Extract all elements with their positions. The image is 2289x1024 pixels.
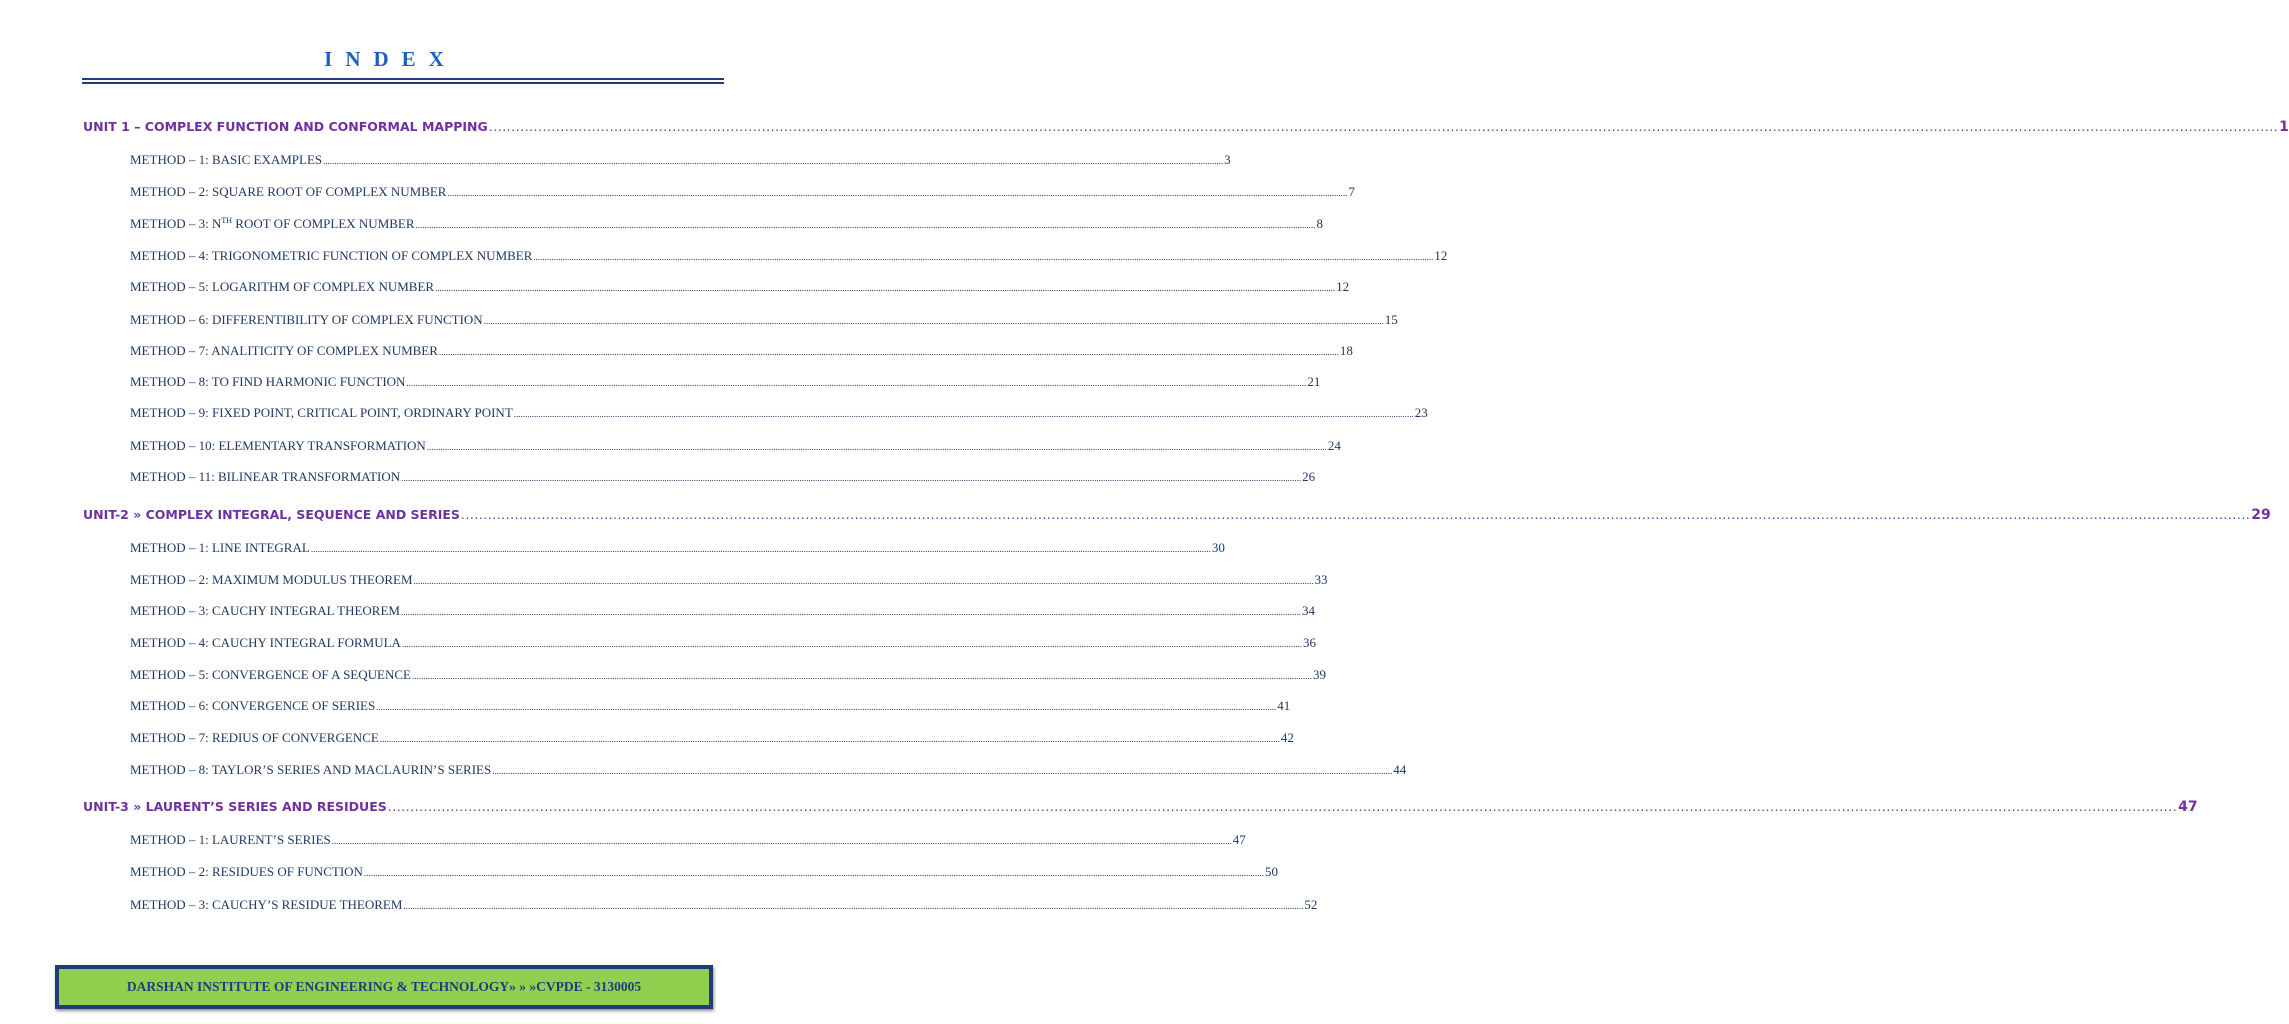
unit-title: UNIT 1 – COMPLEX FUNCTION AND CONFORMAL MAPPING	[83, 119, 488, 134]
toc-method[interactable]	[130, 635, 1316, 651]
page-number: 1	[2279, 119, 2289, 135]
toc-method[interactable]	[130, 216, 1324, 232]
page-number: 24	[1327, 438, 1341, 453]
method-title: METHOD – 1: LAURENT’S SERIES	[130, 832, 331, 847]
page-number: 50	[1264, 864, 1278, 879]
page-number: 47	[1232, 832, 1246, 847]
page-number: 3	[1224, 152, 1231, 167]
dot-leader: ................................................................................................................................................................................................................................................................................................................................................................................................................	[413, 576, 1314, 586]
method-title: METHOD – 2: MAXIMUM MODULUS THEOREM	[130, 572, 413, 587]
footer-separator: » » »	[509, 979, 537, 994]
dot-leader: ................................................................................................................................................................................................................................................................................................................................................................................................................	[411, 671, 1312, 681]
toc-method[interactable]	[130, 312, 1398, 328]
page-number: 36	[1302, 635, 1316, 650]
footer-course: CVPDE - 3130005	[536, 979, 642, 994]
dot-leader: ................................................................................................................................................................................................................................................................................................................................................................................................................	[415, 220, 1316, 230]
toc-method[interactable]	[130, 469, 1316, 485]
dot-leader: ................................................................................................................................................................................................................................................................................................................................................................................................................	[406, 378, 1307, 388]
method-title: METHOD – 3: CAUCHY’S RESIDUE THEOREM	[130, 897, 403, 912]
method-title: METHOD – 4: CAUCHY INTEGRAL FORMULA	[130, 635, 401, 650]
footer-text	[59, 969, 709, 1005]
dot-leader: ................................................................................................................................................................................................................................................................................................................................................................................................................	[401, 639, 1302, 649]
toc-method[interactable]	[130, 572, 1328, 588]
method-title	[130, 216, 415, 232]
page-number: 41	[1277, 698, 1291, 713]
toc-unit-1[interactable]	[83, 119, 2289, 135]
dot-leader: ................................................................................................................................................................................................................................................................................................................................................................................................................	[426, 442, 1327, 452]
method-title: METHOD – 8: TAYLOR’S SERIES AND MACLAURIN’S SERIES	[130, 762, 492, 777]
page-number: 18	[1339, 343, 1353, 358]
page-number: 29	[2251, 507, 2271, 523]
toc-method[interactable]	[130, 438, 1341, 454]
dot-leader: ................................................................................................................................................................................................................................................................................................................................................................................................................	[492, 766, 1393, 776]
unit-title: UNIT-2 » COMPLEX INTEGRAL, SEQUENCE AND SERIES	[83, 507, 460, 522]
dot-leader: ................................................................................................................................................................................................................................................................................................................................................................................................................	[401, 473, 1302, 483]
page-number: 44	[1393, 762, 1407, 777]
toc-method[interactable]	[130, 152, 1231, 168]
toc-method[interactable]	[130, 603, 1315, 619]
method-title: METHOD – 1: LINE INTEGRAL	[130, 540, 310, 555]
dot-leader: ................................................................................................................................................................................................................................................................................................................................................................................................................	[460, 507, 2251, 522]
toc-method[interactable]	[130, 698, 1291, 714]
page-number: 42	[1280, 730, 1294, 745]
footer-institute: DARSHAN INSTITUTE OF ENGINEERING & TECHNOLOGY	[126, 979, 510, 994]
dot-leader: ................................................................................................................................................................................................................................................................................................................................................................................................................	[400, 607, 1301, 617]
dot-leader: ................................................................................................................................................................................................................................................................................................................................................................................................................	[483, 316, 1384, 326]
page-number: 12	[1336, 279, 1350, 294]
dot-leader: ................................................................................................................................................................................................................................................................................................................................................................................................................	[447, 188, 1348, 198]
unit-title: UNIT-3 » LAURENT’S SERIES AND RESIDUES	[83, 799, 387, 814]
toc-method[interactable]	[130, 184, 1355, 200]
method-title: METHOD – 9: FIXED POINT, CRITICAL POINT, ORDINARY POINT	[130, 405, 513, 420]
dot-leader: ................................................................................................................................................................................................................................................................................................................................................................................................................	[533, 252, 1434, 262]
toc-method[interactable]	[130, 762, 1407, 778]
dot-leader: ................................................................................................................................................................................................................................................................................................................................................................................................................	[379, 734, 1280, 744]
toc-method[interactable]	[130, 374, 1321, 390]
toc-method[interactable]	[130, 832, 1246, 848]
toc-method[interactable]	[130, 343, 1353, 359]
title-rule-top	[82, 78, 724, 80]
toc-method[interactable]	[130, 405, 1428, 421]
toc-method[interactable]	[130, 279, 1350, 295]
method-title: METHOD – 4: TRIGONOMETRIC FUNCTION OF COMPLEX NUMBER	[130, 248, 533, 263]
page-number: 39	[1312, 667, 1326, 682]
page-number: 33	[1314, 572, 1328, 587]
toc-method[interactable]	[130, 730, 1294, 746]
page-number: 12	[1434, 248, 1448, 263]
dot-leader: ................................................................................................................................................................................................................................................................................................................................................................................................................	[363, 868, 1264, 878]
method-title: METHOD – 1: BASIC EXAMPLES	[130, 152, 323, 167]
method-title-post: ROOT OF COMPLEX NUMBER	[232, 216, 415, 231]
page-number: 30	[1211, 540, 1225, 555]
toc-method[interactable]	[130, 248, 1448, 264]
dot-leader: ................................................................................................................................................................................................................................................................................................................................................................................................................	[488, 119, 2279, 134]
method-title: METHOD – 5: CONVERGENCE OF A SEQUENCE	[130, 667, 411, 682]
toc-method[interactable]	[130, 864, 1278, 880]
dot-leader: ................................................................................................................................................................................................................................................................................................................................................................................................................	[323, 156, 1224, 166]
title-rule-bottom	[82, 82, 724, 84]
method-title: METHOD – 6: DIFFERENTIBILITY OF COMPLEX FUNCTION	[130, 312, 483, 327]
method-title: METHOD – 2: SQUARE ROOT OF COMPLEX NUMBER	[130, 184, 447, 199]
method-title: METHOD – 7: ANALITICITY OF COMPLEX NUMBER	[130, 343, 438, 358]
method-title: METHOD – 6: CONVERGENCE OF SERIES	[130, 698, 376, 713]
toc-method[interactable]	[130, 897, 1318, 913]
dot-leader: ................................................................................................................................................................................................................................................................................................................................................................................................................	[331, 836, 1232, 846]
page-number: 26	[1302, 469, 1316, 484]
page-number: 15	[1384, 312, 1398, 327]
method-title: METHOD – 2: RESIDUES OF FUNCTION	[130, 864, 363, 879]
page-number: 8	[1316, 216, 1324, 231]
method-title: METHOD – 5: LOGARITHM OF COMPLEX NUMBER	[130, 279, 435, 294]
toc-unit-2[interactable]	[83, 507, 2271, 523]
dot-leader: ................................................................................................................................................................................................................................................................................................................................................................................................................	[310, 544, 1211, 554]
toc-method[interactable]	[130, 540, 1225, 556]
page-number: 7	[1348, 184, 1355, 199]
page-title: INDEX	[324, 47, 457, 71]
toc-unit-3[interactable]	[83, 799, 2198, 815]
dot-leader: ................................................................................................................................................................................................................................................................................................................................................................................................................	[438, 347, 1339, 357]
dot-leader: ................................................................................................................................................................................................................................................................................................................................................................................................................	[403, 901, 1304, 911]
page-number: 52	[1304, 897, 1318, 912]
footer-banner	[55, 965, 713, 1009]
dot-leader: ................................................................................................................................................................................................................................................................................................................................................................................................................	[376, 702, 1277, 712]
method-title: METHOD – 7: REDIUS OF CONVERGENCE	[130, 730, 379, 745]
dot-leader: ................................................................................................................................................................................................................................................................................................................................................................................................................	[513, 409, 1414, 419]
page-number: 23	[1414, 405, 1428, 420]
toc-method[interactable]	[130, 667, 1326, 683]
method-title: METHOD – 3: CAUCHY INTEGRAL THEOREM	[130, 603, 400, 618]
method-title: METHOD – 11: BILINEAR TRANSFORMATION	[130, 469, 401, 484]
dot-leader: ................................................................................................................................................................................................................................................................................................................................................................................................................	[435, 283, 1336, 293]
dot-leader: ................................................................................................................................................................................................................................................................................................................................................................................................................	[387, 799, 2178, 814]
page-number: 21	[1307, 374, 1321, 389]
page-number: 47	[2178, 799, 2198, 815]
superscript: TH	[221, 216, 233, 225]
page-number: 34	[1301, 603, 1315, 618]
method-title: METHOD – 10: ELEMENTARY TRANSFORMATION	[130, 438, 426, 453]
method-title-pre: METHOD – 3: N	[130, 216, 222, 231]
method-title: METHOD – 8: TO FIND HARMONIC FUNCTION	[130, 374, 406, 389]
